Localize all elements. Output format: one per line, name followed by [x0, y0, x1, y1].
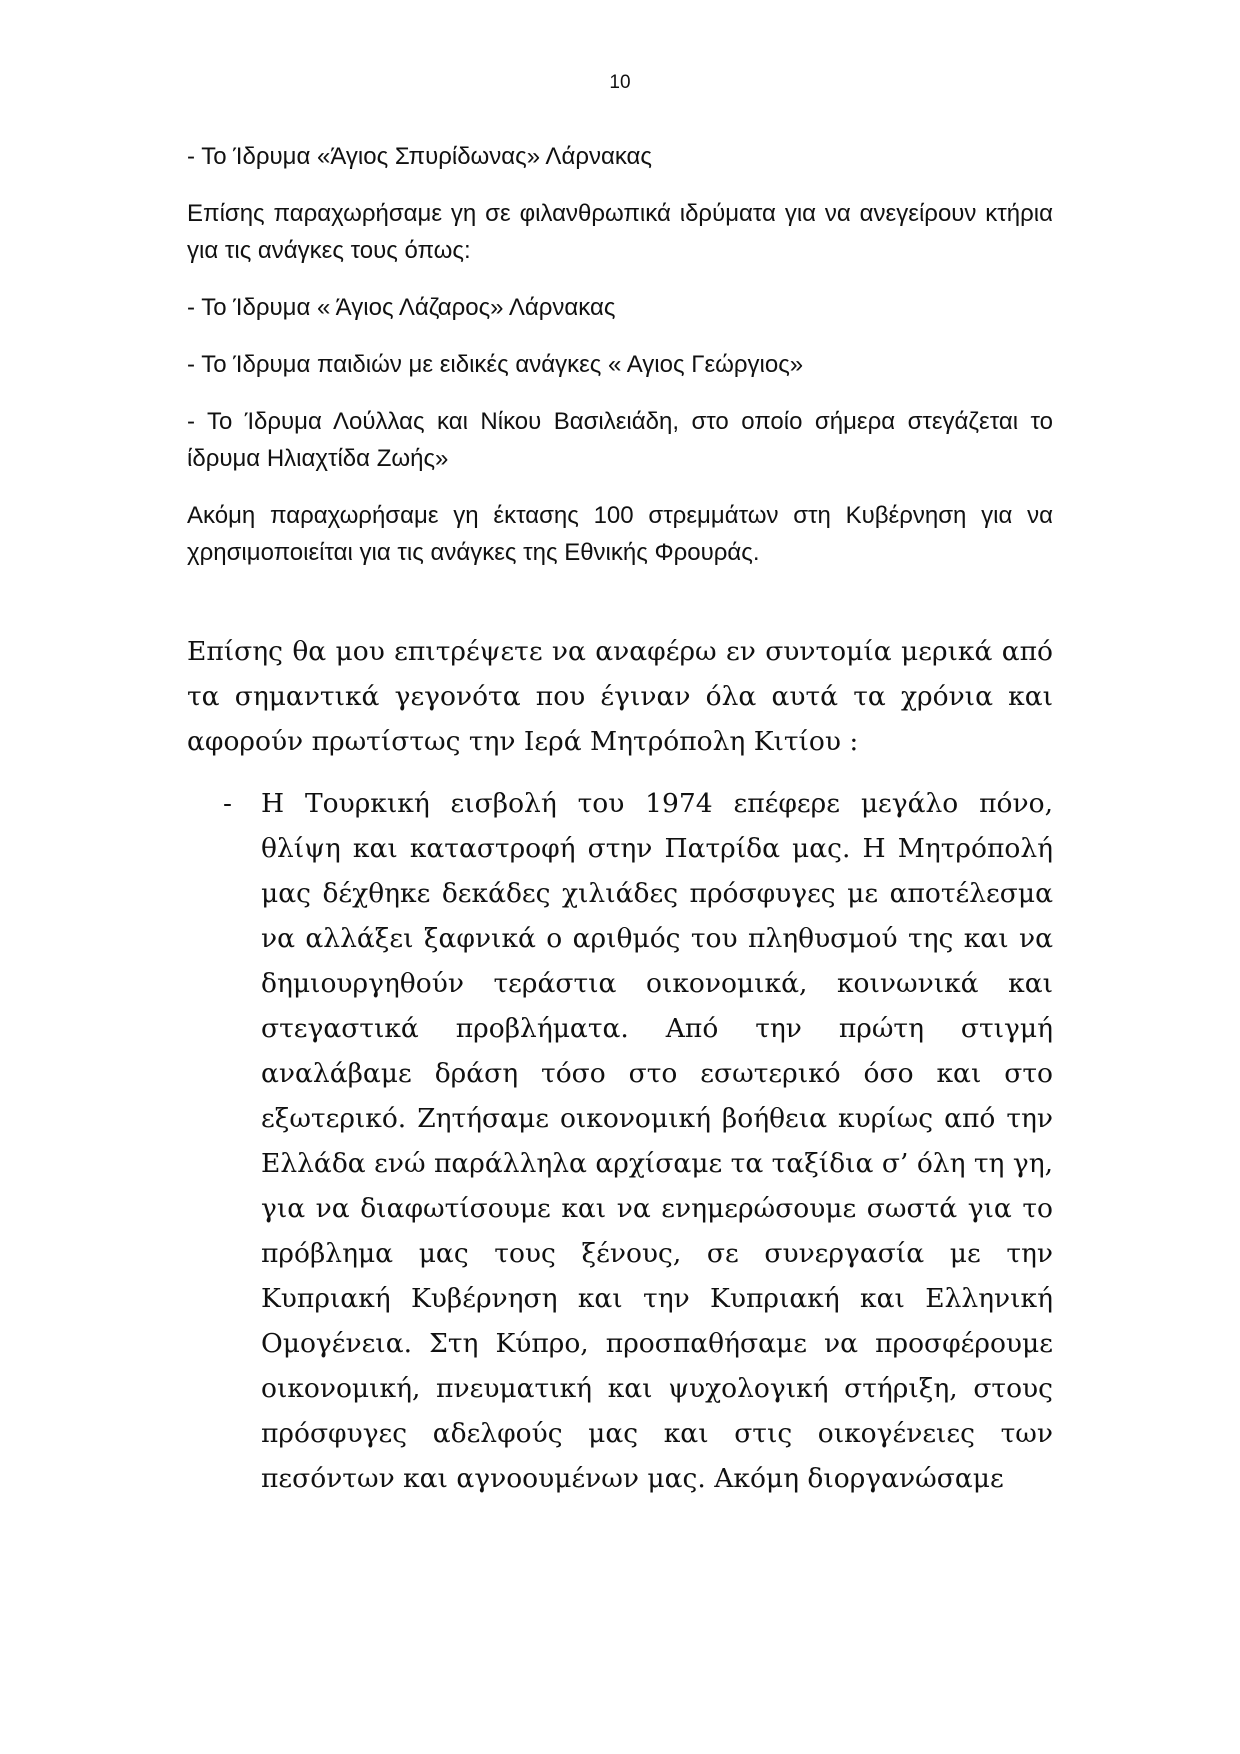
events-section — [187, 629, 1053, 1501]
land-grant-paragraph: Επίσης παραχωρήσαμε γη σε φιλανθρωπικά ιδρύματα για να ανεγείρουν κτήρια για τις ανάγκες τους όπως: — [187, 200, 1053, 264]
national-guard-paragraph: Ακόμη παραχωρήσαμε γη έκτασης 100 στρεμμάτων στη Κυβέρνηση για να χρησιμοποιείται για τις ανάγκες της Εθνικής Φρουράς. — [187, 502, 1053, 566]
foundations-list-block — [187, 138, 1053, 571]
intro-paragraph: Επίσης θα μου επιτρέψετε να αναφέρω εν συντομία μερικά από τα σημαντικά γεγονότα που έγιναν όλα αυτά τα χρόνια και αφορούν πρωτίστως την Ιερά Μητρόπολη Κιτίου : — [187, 636, 1053, 757]
invasion-paragraph: Η Τουρκική εισβολή του 1974 επέφερε μεγάλο πόνο, θλίψη και καταστροφή στην Πατρίδα μας. Η Μητρόπολή μας δέχθηκε δεκάδες χιλιάδες πρόσφυγες με αποτέλεσμα να αλλάξει ξαφνικά ο αριθμός του πληθυσμού της και να δημιουργηθούν τεράστια οικονομικά, κοινωνικά και στεγαστικά προβλήματα. Από την πρώτη στιγμή αναλάβαμε δράση τόσο στο εσωτερικό όσο και στο εξωτερικό. Ζητήσαμε οικονομική βοήθεια κυρίως από την Ελλάδα ενώ παράλληλα αρχίσαμε τα ταξίδια σ’ όλη τη γη, για να διαφωτίσουμε και να ενημερώσουμε σωστά για το πρόβλημα μας τους ξένους, σε συνεργασία με την Κυπριακή Κυβέρνηση και την Κυπριακή και Ελληνική Ομογένεια. Στη Κύπρο, προσπαθήσαμε να προσφέρουμε οικονομική, πνευματική και ψυχολογική στήριξη, στους πρόσφυγες αδελφούς μας και στις οικογένειες των πεσόντων και αγνοουμένων μας. Ακόμη διοργανώσαμε — [261, 788, 1053, 1494]
line-agios-lazaros: - Το Ίδρυμα « Άγιος Λάζαρος» Λάρνακας — [187, 294, 616, 321]
line-agios-spyridonas: - Το Ίδρυμα «Άγιος Σπυρίδωνας» Λάρνακας — [187, 143, 652, 170]
line-agios-georgios: - Το Ίδρυμα παιδιών με ειδικές ανάγκες « Αγιος Γεώργιος» — [187, 351, 804, 378]
list-dash: - — [223, 788, 232, 819]
list-item-invasion — [187, 781, 1053, 1501]
line-vasileiadi-foundation: - Το Ίδρυμα Λούλλας και Νίκου Βασιλειάδη, στο οποίο σήμερα στεγάζεται το ίδρυμα Ηλιαχτίδα Ζωής» — [187, 408, 1053, 472]
page-number: 10 — [609, 72, 631, 93]
